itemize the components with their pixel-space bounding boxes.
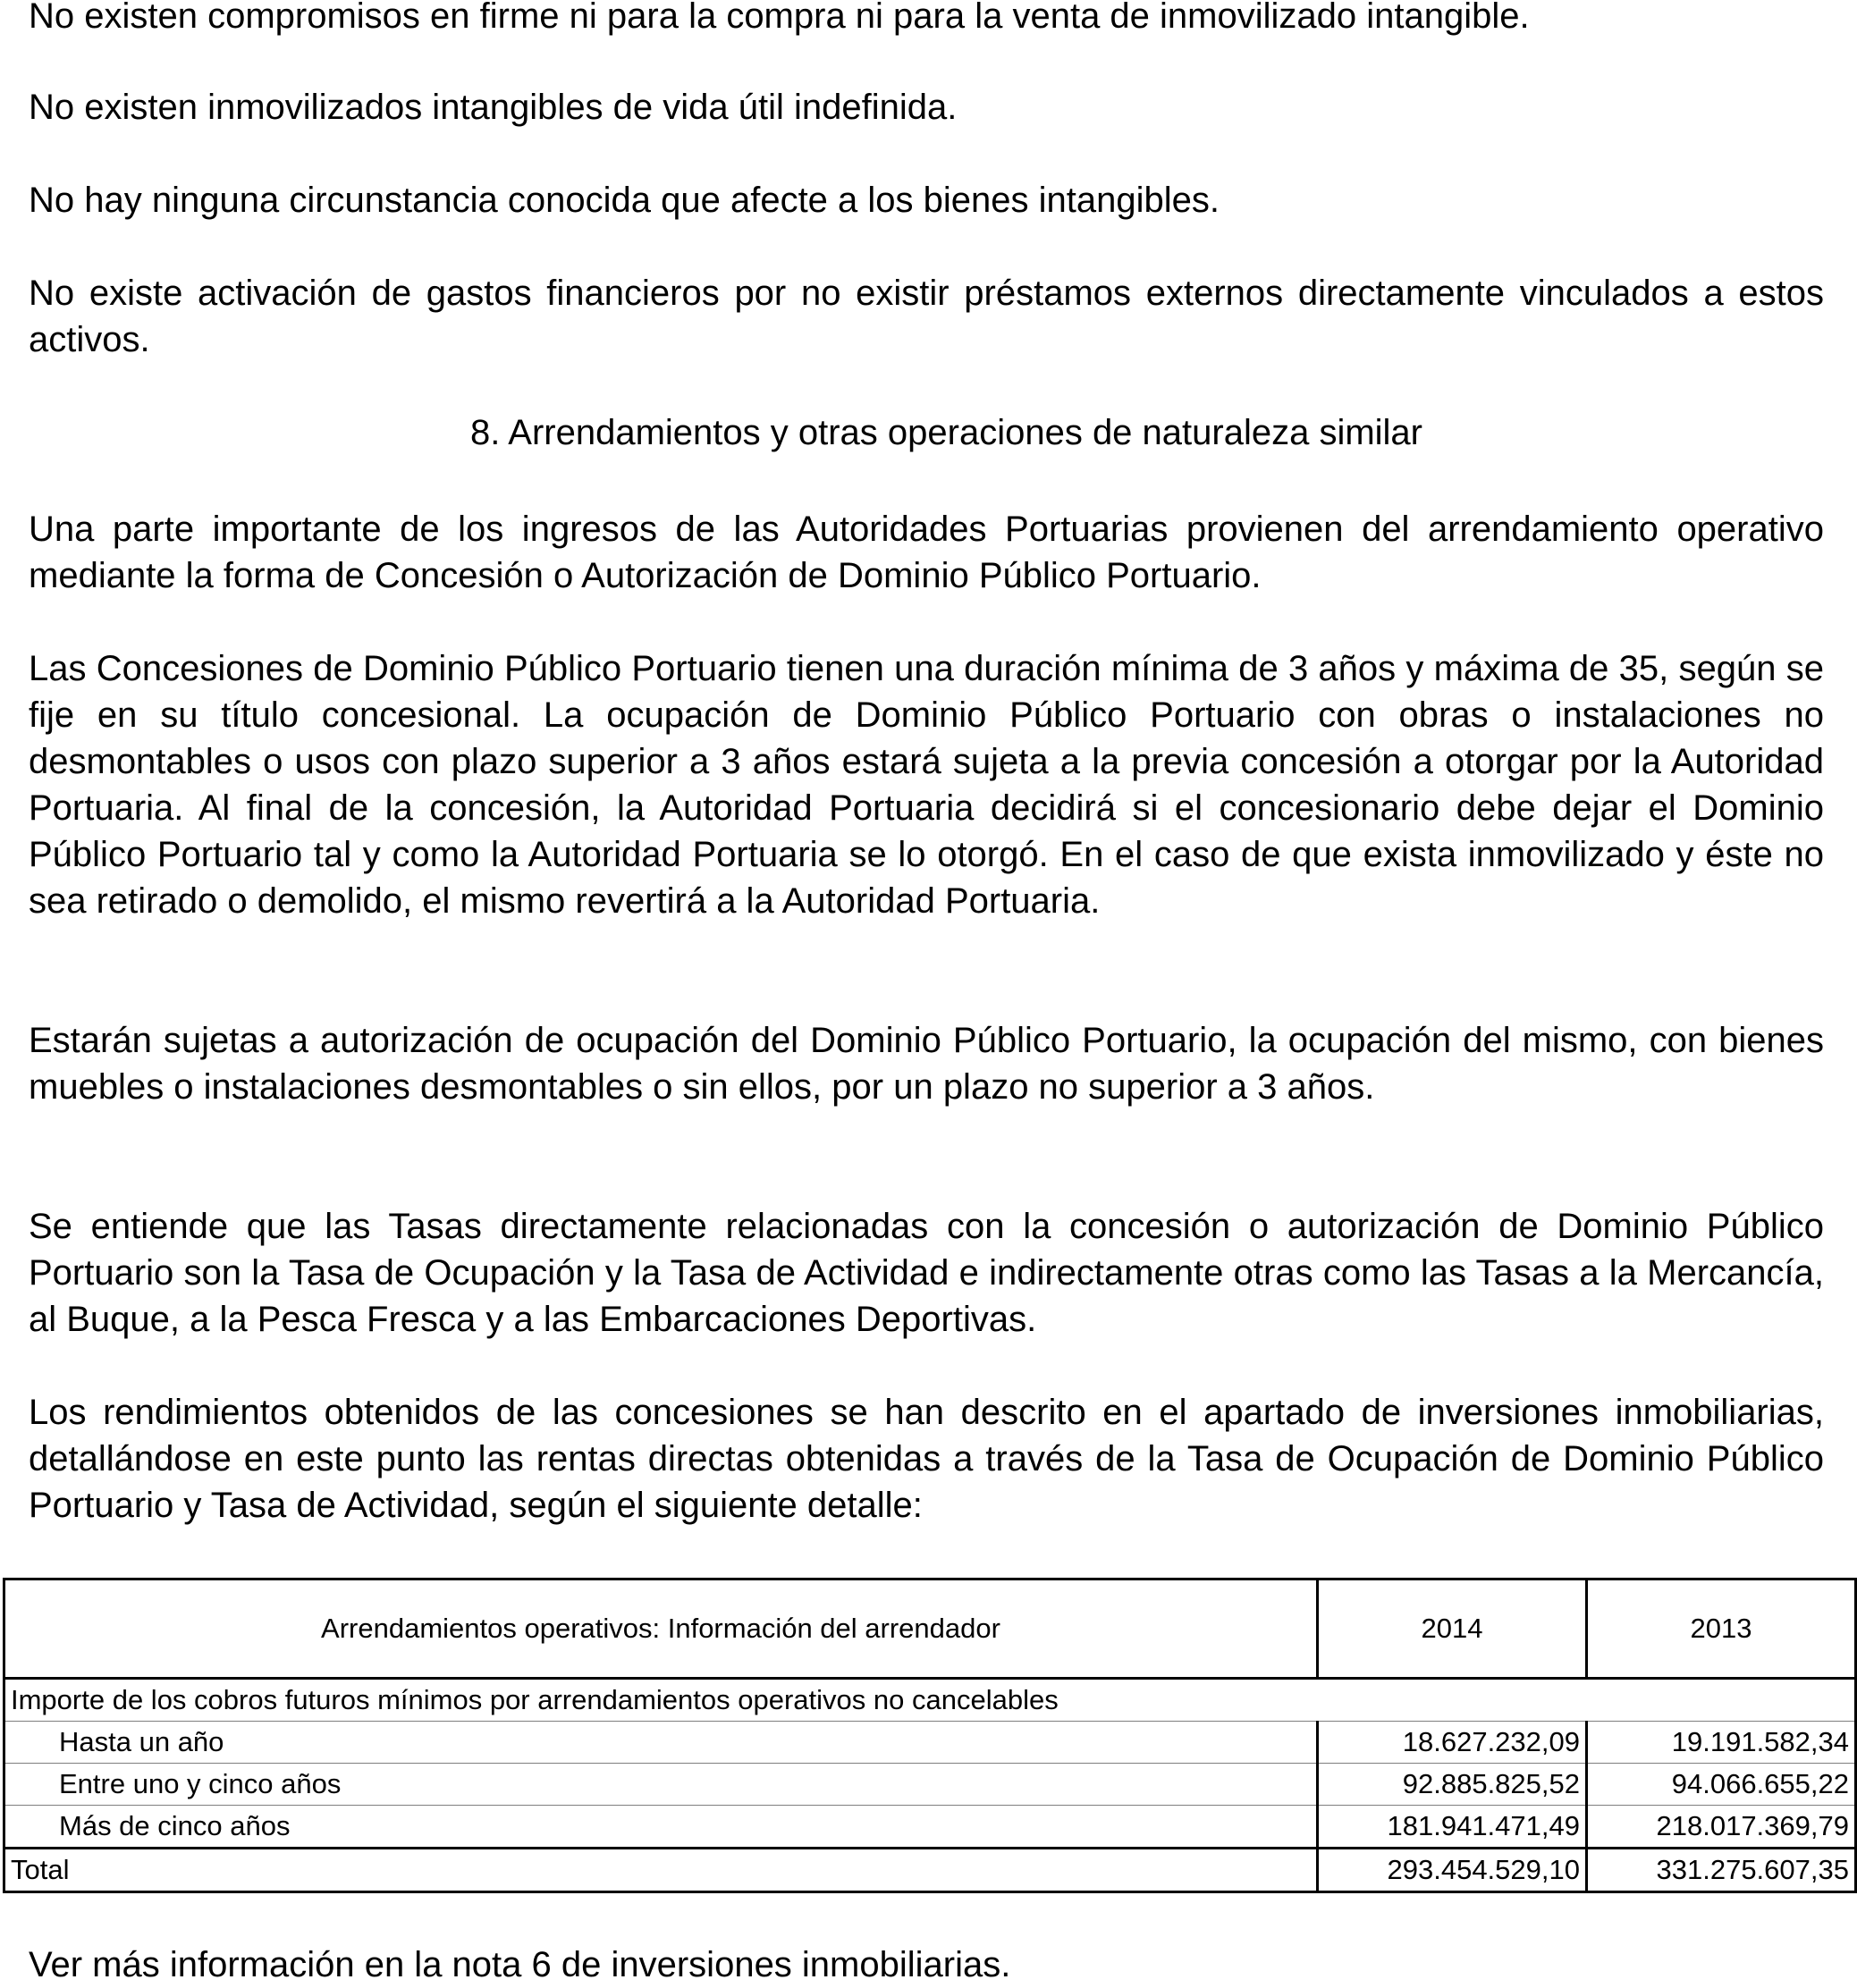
total-value-2013: 331.275.607,35: [1587, 1849, 1856, 1892]
section-label: Importe de los cobros futuros mínimos por arrendamientos operativos no cancelables: [4, 1679, 1856, 1722]
row-value-2014: 18.627.232,09: [1318, 1722, 1587, 1764]
paragraph-authorization: Estarán sujetas a autorización de ocupación del Dominio Público Portuario, la ocupación del mismo, con bienes muebles o instalaciones desmontables o sin ellos, por un plazo no superior a 3 años.: [29, 1021, 1824, 1107]
paragraph-financial-expenses: No existe activación de gastos financieros por no existir préstamos externos directamente vinculados a estos activos.: [29, 274, 1824, 359]
total-value-2014: 293.454.529,10: [1318, 1849, 1587, 1892]
row-label: Entre uno y cinco años: [4, 1764, 1318, 1806]
header-year-2013: 2013: [1587, 1579, 1856, 1679]
total-label: Total: [4, 1849, 1318, 1892]
table-row: [4, 1722, 1856, 1764]
row-value-2013: 94.066.655,22: [1587, 1764, 1856, 1806]
paragraph-indefinite-life: No existen inmovilizados intangibles de vida útil indefinida.: [29, 88, 958, 127]
row-value-2013: 218.017.369,79: [1587, 1806, 1856, 1849]
table-total-row: [4, 1849, 1856, 1892]
table-row: [4, 1764, 1856, 1806]
paragraph-intangible-commitments: No existen compromisos en firme ni para la compra ni para la venta de inmovilizado intangible.: [29, 0, 1530, 36]
row-value-2013: 19.191.582,34: [1587, 1722, 1856, 1764]
paragraph-no-circumstances: No hay ninguna circunstancia conocida que afecte a los bienes intangibles.: [29, 181, 1220, 220]
paragraph-fees: Se entiende que las Tasas directamente relacionadas con la concesión o autorización de Dominio Público Portuario son la Tasa de Ocupación y la Tasa de Actividad e indirectamente otras como las Tasas a la Mercancía, al Buque, a la Pesca Fresca y a las Embarcaciones Deportivas.: [29, 1207, 1824, 1339]
row-value-2014: 181.941.471,49: [1318, 1806, 1587, 1849]
header-year-2014: 2014: [1318, 1579, 1587, 1679]
paragraph-yields: Los rendimientos obtenidos de las concesiones se han descrito en el apartado de inversiones inmobiliarias, detallándose en este punto las rentas directas obtenidas a través de la Tasa de Ocupación de Dominio Público Portuario y Tasa de Actividad, según el siguiente detalle:: [29, 1393, 1824, 1525]
paragraph-port-income: Una parte importante de los ingresos de las Autoridades Portuarias provienen del arrendamiento operativo mediante la forma de Concesión o Autorización de Dominio Público Portuario.: [29, 510, 1824, 595]
paragraph-concessions: Las Concesiones de Dominio Público Portuario tienen una duración mínima de 3 años y máxima de 35, según se fije en su título concesional. La ocupación de Dominio Público Portuario con obras o instalaciones no desmontables o usos con plazo superior a 3 años estará sujeta a la previa concesión a otorgar por la Autoridad Portuaria. Al final de la concesión, la Autoridad Portuaria decidirá si el concesionario debe dejar el Dominio Público Portuario tal y como la Autoridad Portuaria se lo otorgó. En el caso de que exista inmovilizado y éste no sea retirado o demolido, el mismo revertirá a la Autoridad Portuaria.: [29, 649, 1824, 921]
section-heading: [0, 409, 1857, 456]
row-label: Hasta un año: [4, 1722, 1318, 1764]
section-heading-text: 8. Arrendamientos y otras operaciones de naturaleza similar: [470, 413, 1422, 452]
header-label: Arrendamientos operativos: Información del arrendador: [4, 1579, 1318, 1679]
paragraph-see-note: Ver más información en la nota 6 de inversiones inmobiliarias.: [29, 1945, 1011, 1984]
row-label: Más de cinco años: [4, 1806, 1318, 1849]
table-section-row: [4, 1679, 1856, 1722]
operating-lease-table: [3, 1578, 1857, 1893]
table-row: [4, 1806, 1856, 1849]
table-header-row: [4, 1579, 1856, 1679]
row-value-2014: 92.885.825,52: [1318, 1764, 1587, 1806]
